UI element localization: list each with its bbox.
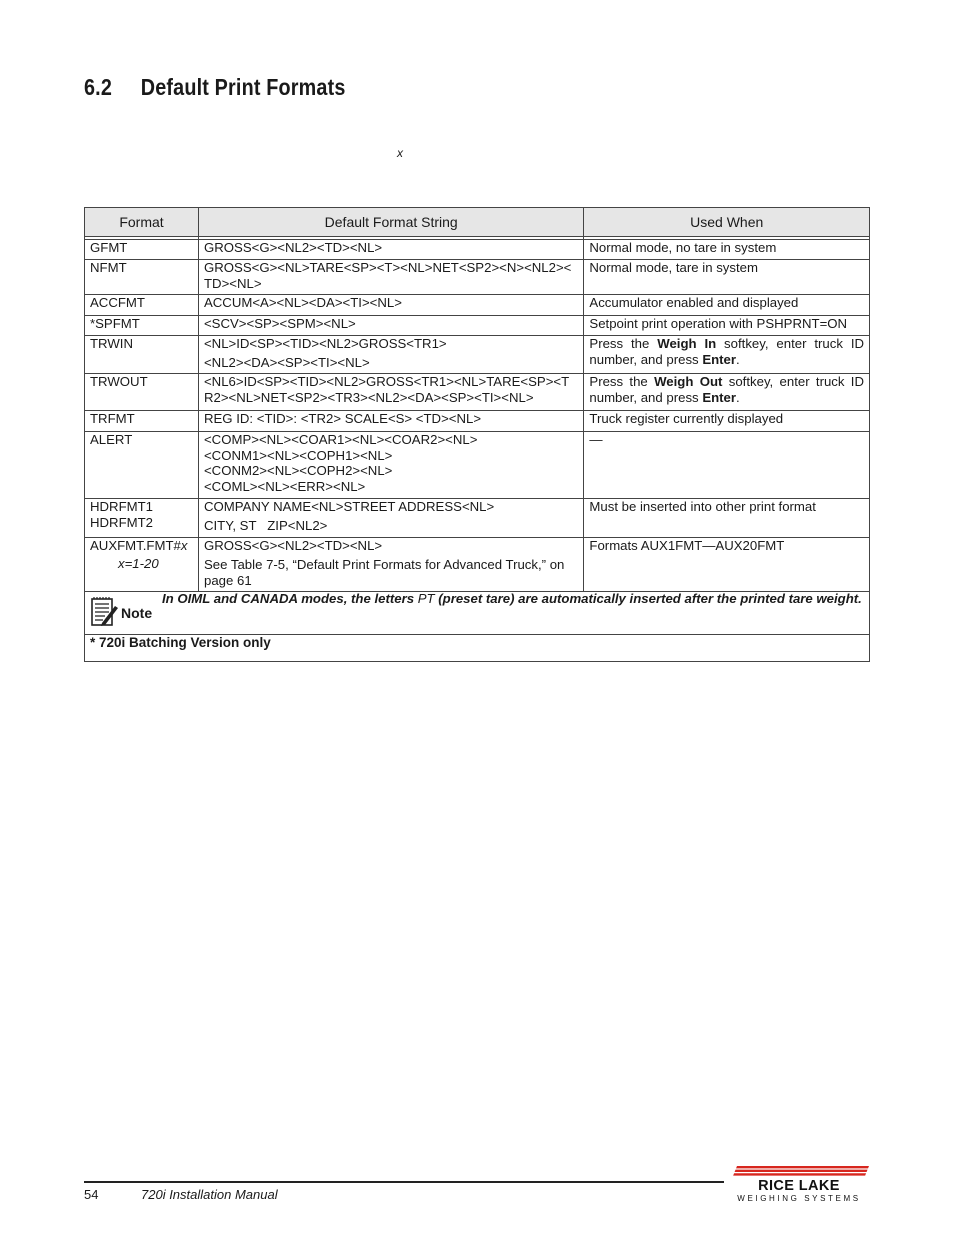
format-string-cell — [198, 432, 583, 499]
used-when-cell: Normal mode, tare in system — [584, 260, 870, 295]
table-row — [85, 260, 870, 295]
format-cell: NFMT — [85, 260, 199, 295]
used-when-cell: Truck register currently displayed — [584, 411, 870, 432]
note-icon — [90, 596, 162, 628]
header-format: Format — [85, 208, 199, 237]
format-string-line: <NL>ID<SP><TID><NL2>GROSS<TR1> — [203, 336, 447, 351]
used-when-cell: Normal mode, no tare in system — [584, 240, 870, 260]
format-string-line: <COMP><NL><COAR1><NL><COAR2><NL> — [203, 432, 478, 447]
format-line: HDRFMT1 — [90, 499, 154, 514]
note-row — [85, 592, 870, 635]
format-cell — [85, 499, 199, 538]
format-cell: TRWIN — [85, 336, 199, 374]
used-when-cell: Press the Weigh In softkey, enter truck ID number, and press Enter. — [584, 336, 870, 374]
format-cell: GFMT — [85, 240, 199, 260]
footnote-row — [85, 635, 870, 662]
used-when-cell: — — [584, 432, 870, 499]
format-line: AUXFMT.FMT#x — [90, 538, 188, 553]
format-string-cell — [198, 499, 583, 538]
footnote: * 720i Batching Version only — [85, 635, 870, 662]
page-number: 54 — [84, 1187, 99, 1202]
table-row — [85, 411, 870, 432]
format-string-line: See Table 7-5, “Default Print Formats for Advanced Truck,” on page 61 — [203, 557, 565, 588]
rice-lake-logo — [729, 1166, 869, 1206]
note-cell — [85, 592, 870, 635]
rice-lake-logo-mark — [729, 1166, 869, 1206]
manual-title: 720i Installation Manual — [141, 1187, 278, 1202]
format-string-cell: GROSS<G><NL>TARE<SP><T><NL>NET<SP2><N><NL2><TD><NL> — [198, 260, 583, 295]
used-when-cell: Accumulator enabled and displayed — [584, 295, 870, 316]
format-range: x=1-20 — [118, 556, 159, 571]
header-used-when: Used When — [584, 208, 870, 237]
format-string-cell: GROSS<G><NL2><TD><NL> — [198, 240, 583, 260]
note-text: In OIML and CANADA modes, the letters PT (preset tare) are automatically inserted after the printed tare weight. — [162, 591, 862, 606]
format-line: HDRFMT2 — [90, 515, 154, 530]
used-when-cell: Press the Weigh Out softkey, enter truck ID number, and press Enter. — [584, 374, 870, 411]
format-string-cell: <NL6>ID<SP><TID><NL2>GROSS<TR1><NL>TARE<SP><TR2><NL>NET<SP2><TR3><NL2><DA><SP><TI><NL> — [198, 374, 583, 411]
format-cell — [85, 538, 199, 592]
section-title: Default Print Formats — [140, 74, 346, 100]
notepad-pencil-icon — [90, 596, 120, 628]
table-row — [85, 499, 870, 538]
table-row — [85, 432, 870, 499]
format-string-cell: <SCV><SP><SPM><NL> — [198, 316, 583, 336]
table-row — [85, 240, 870, 260]
used-when-cell: Formats AUX1FMT—AUX20FMT — [584, 538, 870, 592]
table-row — [85, 538, 870, 592]
format-string-cell: REG ID: <TID>: <TR2> SCALE<S> <TD><NL> — [198, 411, 583, 432]
format-string-cell — [198, 336, 583, 374]
format-cell: ACCFMT — [85, 295, 199, 316]
format-string-line: <CONM2><NL><COPH2><NL> — [203, 463, 393, 478]
format-string-line: CITY, ST ZIP<NL2> — [203, 518, 328, 533]
format-string-line: <COML><NL><ERR><NL> — [203, 478, 366, 494]
format-cell: *SPFMT — [85, 316, 199, 336]
format-string-line: COMPANY NAME<NL>STREET ADDRESS<NL> — [203, 499, 495, 514]
format-cell: TRFMT — [85, 411, 199, 432]
format-string-line: <CONM1><NL><COPH1><NL> — [203, 447, 393, 463]
svg-text:RICE LAKE: RICE LAKE — [758, 1178, 840, 1194]
note-label: Note — [121, 605, 153, 621]
section-number: 6.2 — [84, 74, 113, 100]
format-string-line: <NL2><DA><SP><TI><NL> — [203, 355, 370, 370]
table-row — [85, 374, 870, 411]
used-when-cell: Setpoint print operation with PSHPRNT=ON — [584, 316, 870, 336]
table-row — [85, 295, 870, 316]
format-cell: TRWOUT — [85, 374, 199, 411]
table-header-row — [85, 208, 870, 237]
format-string-cell: ACCUM<A><NL><DA><TI><NL> — [198, 295, 583, 316]
used-when-cell: Must be inserted into other print format — [584, 499, 870, 538]
header-default-string: Default Format String — [198, 208, 583, 237]
table-row — [85, 336, 870, 374]
format-cell: ALERT — [85, 432, 199, 499]
footer-rule — [84, 1181, 724, 1183]
table-row — [85, 316, 870, 336]
svg-text:WEIGHING SYSTEMS: WEIGHING SYSTEMS — [737, 1194, 861, 1203]
format-string-line: GROSS<G><NL2><TD><NL> — [203, 538, 383, 553]
print-formats-table — [84, 207, 870, 662]
format-string-cell — [198, 538, 583, 592]
section-heading — [84, 74, 346, 101]
stray-mark: x — [397, 146, 403, 160]
